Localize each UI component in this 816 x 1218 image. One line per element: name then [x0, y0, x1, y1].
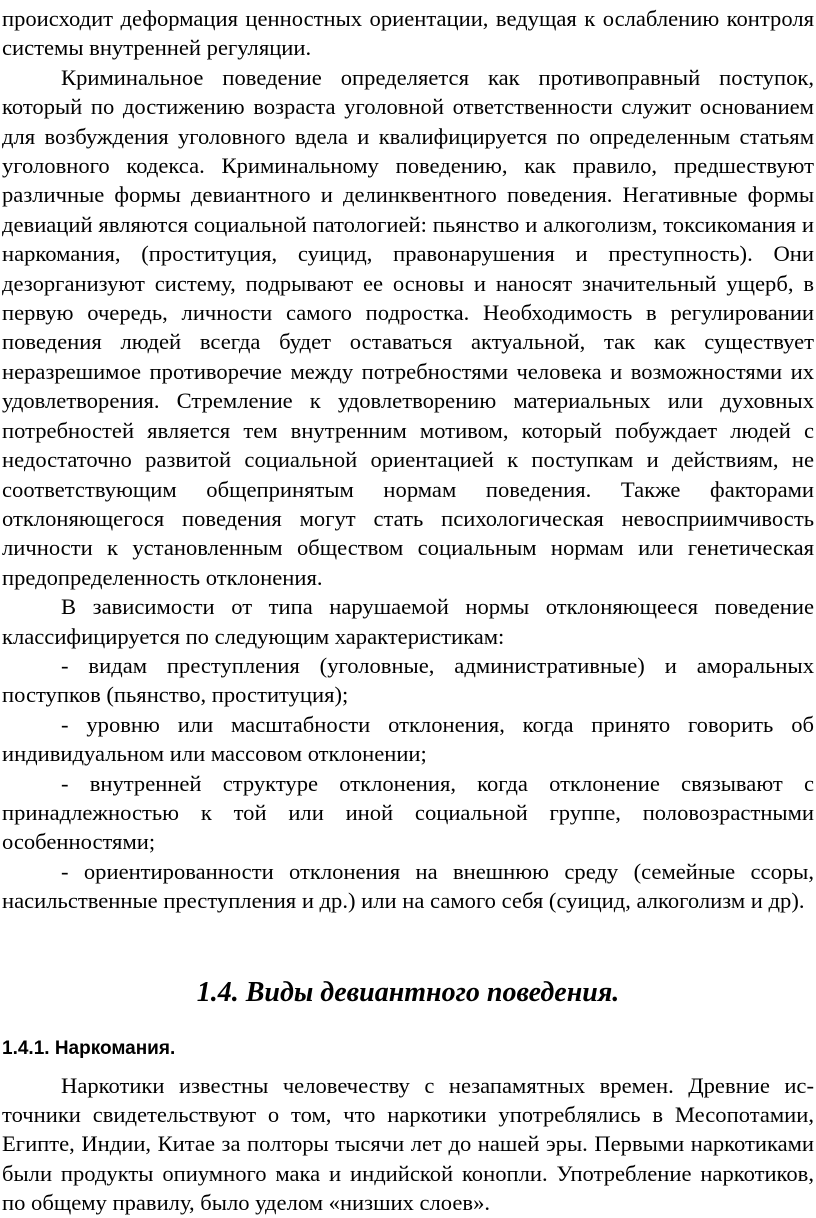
paragraph-narcotics-history: Наркотики известны человечеству с незапамятных времен. Древние источники свидетельствуют о том, что наркотики употреблялись в Месопотамии, Египте, Индии, Китае за полторы тысячи лет до нашей эры. Первыми наркотиками были продукты опиумного мака и индийской конопли. Употребление наркотиков, по общему правилу, было уделом «низших слоев».: [2, 1072, 814, 1216]
list-item-scale: - уровню или масштабности отклонения, когда принято говорить об индивидуальном или массовом отклонении;: [2, 711, 814, 767]
list-item-crime-types: - видам преступления (уголовные, административные) и аморальных поступков (пьянство, проституция);: [2, 652, 814, 708]
section-heading: 1.4. Виды девиантного поведения.: [196, 976, 620, 1008]
list-item-orientation: - ориентированности отклонения на внешнюю среду (семейные ссоры, насильственные преступления и др.) или на самого себя (суицид, алкоголизм и др).: [2, 858, 814, 914]
paragraph-criminal-behavior: Криминальное поведение определяется как противоправный поступок, который по достижению возраста уголовной ответственности служит основанием для возбуждения уголовного вдела и квалифицируется по определенным статьям уголовного кодекса. Криминальному поведению, как правило, предшествуют различные формы девиантного и делинквентного поведения. Негативные формы девиаций являются социальной патологией: пьянство и алкоголизм, токсикомания и наркомания, (проституция, суицид, правонарушения и преступность). Они дезорганизуют систему, подрывают ее основы и наносят значительный ущерб, в первую очередь, личности самого подростка. Необходимость в регулировании поведения людей всегда будет оставаться актуальной, так как существует неразрешимое противоречие между потребностями человека и возможностями их удовлетворения. Стремление к удовлетворению материальных или духовных потребностей является тем внутренним мотивом, который побуждает людей с недостаточно развитой социальной ориентацией к поступкам и действиям, не соответствующим общепринятым нормам поведения. Также факторами отклоняющегося поведения могут стать психологическая невосприимчивость личности к установленным обществом социальным нормам или генетическая предопределенность отклонения.: [2, 64, 814, 590]
list-item-structure: - внутренней структуре отклонения, когда отклонение связывают с принадлежностью к той или иной социальной группе, половозрастными особенностями;: [2, 770, 814, 855]
paragraph-classification-intro: В зависимости от типа нарушаемой нормы отклоняющееся поведение классифицируется по следующим характеристикам:: [2, 594, 814, 649]
subsection-heading: 1.4.1. Наркомания.: [2, 1037, 176, 1059]
paragraph-continuation: происходит деформация ценностных ориентации, ведущая к ослаблению контроля системы внутренней регуляции.: [2, 6, 814, 61]
